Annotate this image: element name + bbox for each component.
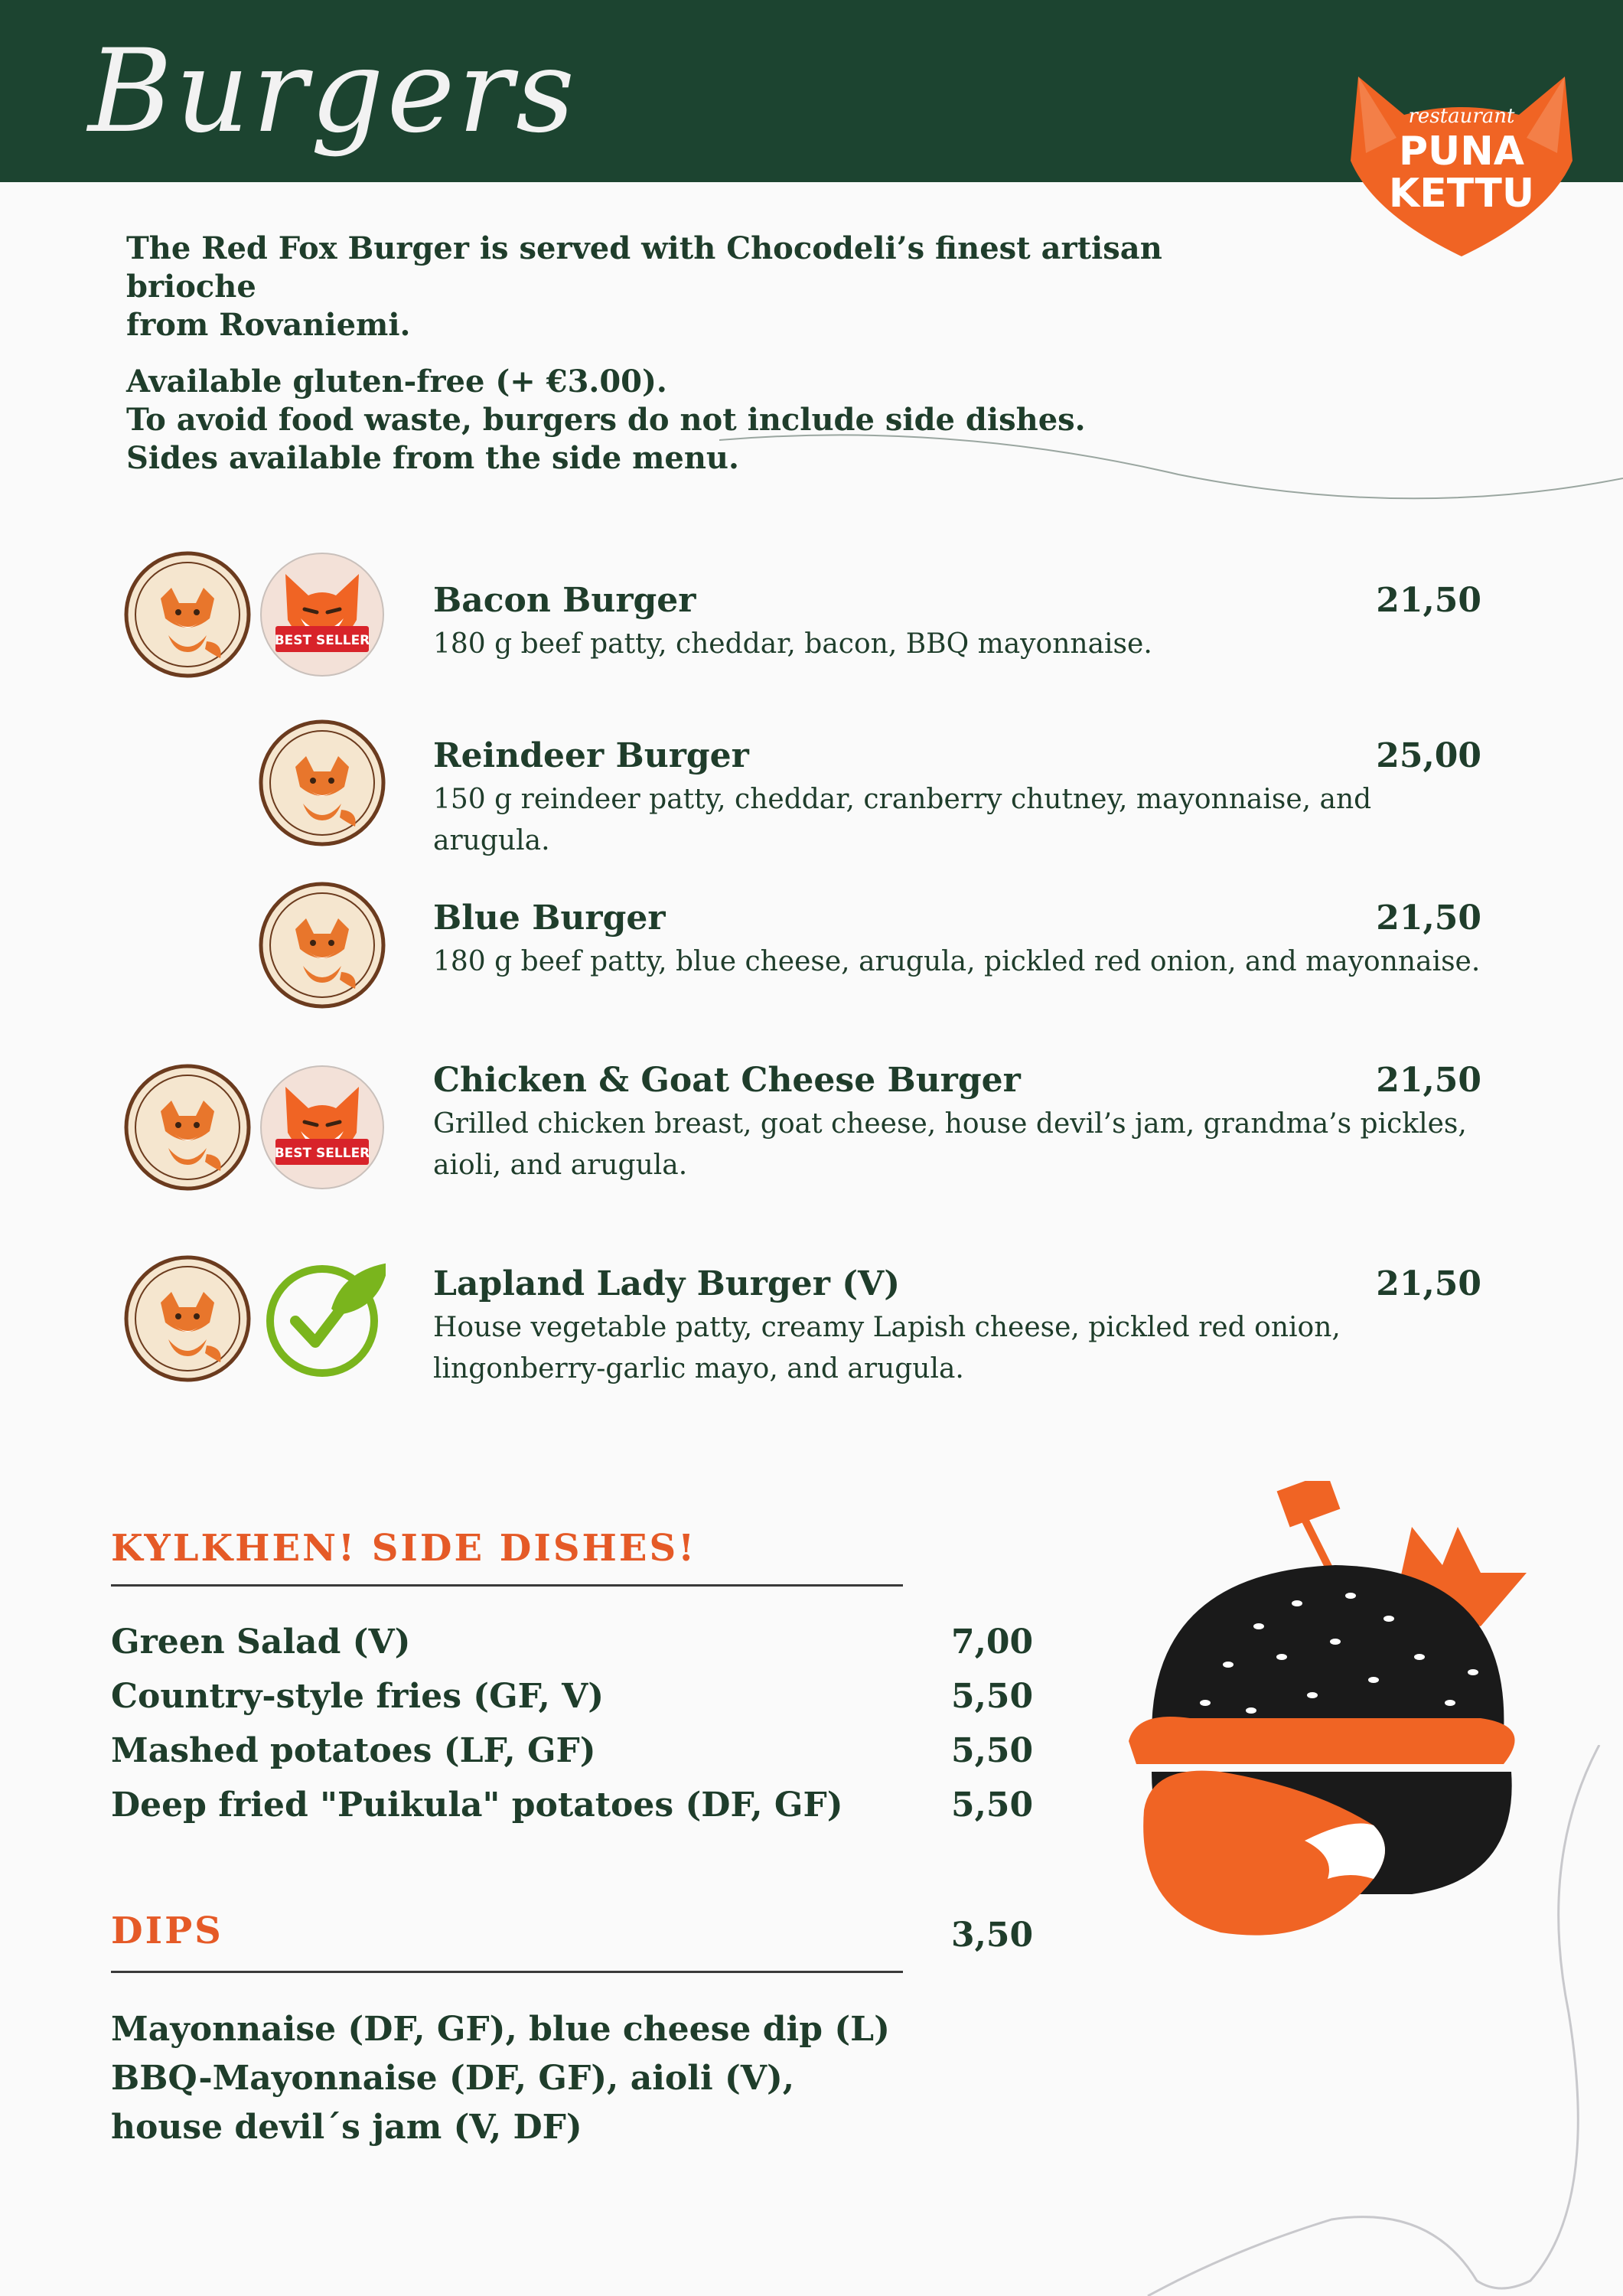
best-seller-text: BEST SELLER xyxy=(274,1146,370,1161)
best-seller-badge-icon xyxy=(259,551,386,678)
side-dish-row xyxy=(111,1724,1045,1778)
dips-title: DIPS xyxy=(111,1910,223,1952)
item-price: 21,50 xyxy=(1376,581,1481,620)
dips-line: BBQ-Mayonnaise (DF, GF), aioli (V), xyxy=(111,2059,795,2098)
item-price: 25,00 xyxy=(1376,736,1481,775)
side-dish-price: 5,50 xyxy=(951,1731,1034,1770)
local-food-badge-icon xyxy=(259,719,386,846)
menu-item xyxy=(433,735,1481,862)
intro-paragraph-1 xyxy=(126,230,1274,344)
side-dish-price: 5,50 xyxy=(951,1677,1034,1716)
side-dish-name: Country-style fries (GF, V) xyxy=(111,1677,605,1716)
side-dish-row xyxy=(111,1615,1045,1669)
intro-line: The Red Fox Burger is served with Chocodeli’s finest artisan brioche xyxy=(126,230,1162,305)
page-title: Burgers xyxy=(88,25,578,158)
local-food-badge-icon xyxy=(124,551,251,678)
item-description: 180 g beef patty, blue cheese, arugula, pickled red onion, and mayonnaise. xyxy=(433,946,1481,977)
logo-top-text: restaurant xyxy=(1408,105,1515,128)
intro-line: To avoid food waste, burgers do not include side dishes. xyxy=(126,402,1086,438)
side-dish-name: Mashed potatoes (LF, GF) xyxy=(111,1731,596,1770)
side-dish-row xyxy=(111,1669,1045,1724)
description-line: aioli, and arugula. xyxy=(433,1150,688,1181)
intro-line: Available gluten-free (+ €3.00). xyxy=(126,364,667,400)
item-name: Reindeer Burger xyxy=(433,736,749,775)
vegetarian-check-icon xyxy=(259,1255,386,1382)
menu-item xyxy=(433,579,1481,665)
item-price: 21,50 xyxy=(1376,1264,1481,1303)
dips-line: house devil´s jam (V, DF) xyxy=(111,2108,582,2147)
side-dishes-list xyxy=(111,1615,1045,1832)
local-food-badge-icon xyxy=(124,1064,251,1191)
side-dish-price: 5,50 xyxy=(951,1786,1034,1825)
item-description xyxy=(433,1307,1481,1390)
item-description: 150 g reindeer patty, cheddar, cranberry chutney, mayonnaise, and arugula. xyxy=(433,784,1372,856)
section-divider xyxy=(111,1584,903,1587)
item-description xyxy=(433,1104,1481,1186)
item-name: Bacon Burger xyxy=(433,581,696,620)
local-food-badge-icon xyxy=(259,882,386,1009)
description-line: lingonberry-garlic mayo, and arugula. xyxy=(433,1353,964,1384)
side-dish-price: 7,00 xyxy=(951,1623,1034,1662)
item-description: 180 g beef patty, cheddar, bacon, BBQ mayonnaise. xyxy=(433,628,1152,660)
dips-list xyxy=(111,2005,953,2152)
menu-item xyxy=(433,897,1481,983)
item-name: Chicken & Goat Cheese Burger xyxy=(433,1061,1021,1100)
dips-price: 3,50 xyxy=(951,1916,1034,1955)
side-dish-row xyxy=(111,1778,1045,1832)
best-seller-badge-icon xyxy=(259,1064,386,1191)
intro-line: from Rovaniemi. xyxy=(126,307,411,343)
side-dishes-title: KYLKHEN! SIDE DISHES! xyxy=(111,1527,697,1570)
best-seller-text: BEST SELLER xyxy=(274,633,370,648)
side-dish-name: Green Salad (V) xyxy=(111,1623,411,1662)
section-divider xyxy=(111,1971,903,1973)
fox-burger-illustration xyxy=(1121,1481,1550,2001)
dips-line: Mayonnaise (DF, GF), blue cheese dip (L) xyxy=(111,2010,890,2049)
description-line: House vegetable patty, creamy Lapish cheese, pickled red onion, xyxy=(433,1312,1341,1343)
logo-line2: KETTU xyxy=(1388,171,1535,217)
item-name: Lapland Lady Burger (V) xyxy=(433,1264,901,1303)
menu-item xyxy=(433,1059,1481,1186)
description-line: Grilled chicken breast, goat cheese, house devil’s jam, grandma’s pickles, xyxy=(433,1108,1467,1140)
item-name: Blue Burger xyxy=(433,899,666,938)
punakettu-logo xyxy=(1343,69,1580,268)
item-price: 21,50 xyxy=(1376,899,1481,938)
local-food-badge-icon xyxy=(124,1255,251,1382)
side-dish-name: Deep fried "Puikula" potatoes (DF, GF) xyxy=(111,1786,843,1825)
logo-line1: PUNA xyxy=(1398,129,1525,174)
menu-item xyxy=(433,1263,1481,1390)
decorative-curve xyxy=(719,429,1623,520)
item-price: 21,50 xyxy=(1376,1061,1481,1100)
intro-line: Sides available from the side menu. xyxy=(126,440,739,476)
